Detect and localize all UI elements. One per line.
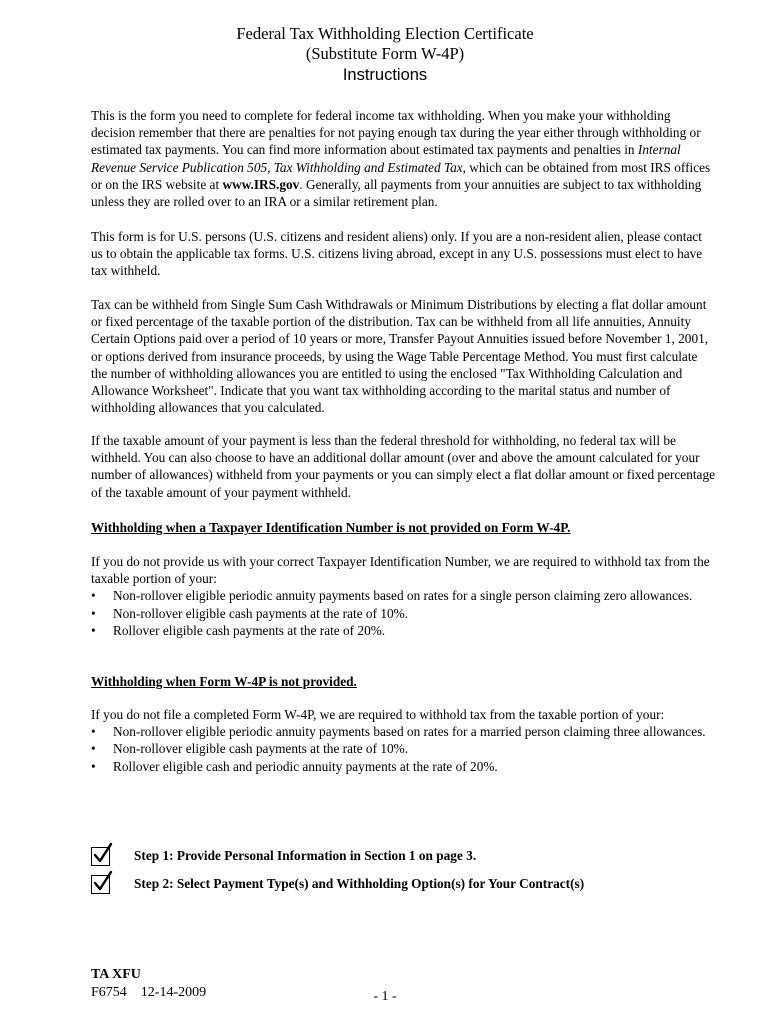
list-item — [91, 758, 716, 775]
irs-website-link[interactable]: www.IRS.gov — [222, 176, 300, 192]
no-form-heading: Withholding when Form W-4P is not provided. — [91, 674, 357, 689]
intro-text: , which can be obtained from most IRS offices or on the IRS website at — [91, 159, 711, 192]
bullet-icon: • — [91, 741, 96, 757]
no-tin-section — [91, 553, 716, 639]
bullet-icon: • — [91, 622, 96, 638]
no-tin-bullet-list — [91, 587, 716, 639]
list-item-text: Non-rollover eligible cash payments at the rate of 10%. — [113, 605, 409, 621]
step-1-label: Step 1: Provide Personal Information in Section 1 on page 3. — [134, 848, 477, 863]
intro-text: This is the form you need to complete for federal income tax withholding. When you make your withholding decision remember that there are penalties for not paying enough tax during the year either through withholding or estimated tax payments. You can find more information about estimated tax payments and penalties in — [91, 108, 701, 158]
step-2-checkbox[interactable] — [91, 875, 110, 894]
list-item — [91, 587, 716, 604]
bullet-icon: • — [91, 724, 96, 740]
no-form-bullet-list — [91, 723, 716, 775]
publication-reference: Internal Revenue Service Publication 505, Tax Withholding and Estimated Tax — [91, 142, 681, 175]
list-item — [91, 622, 716, 639]
step-2-label: Step 2: Select Payment Type(s) and Withholding Option(s) for Your Contract(s) — [134, 876, 585, 891]
list-item — [91, 740, 716, 757]
list-item-text: Rollover eligible cash payments at the rate of 20%. — [113, 622, 386, 638]
no-form-lead: If you do not file a completed Form W-4P, we are required to withhold tax from the taxable portion of your: — [91, 707, 665, 722]
list-item-text: Non-rollover eligible cash payments at the rate of 10%. — [113, 741, 409, 757]
list-item-text: Non-rollover eligible periodic annuity payments based on rates for a single person claiming zero allowances. — [113, 588, 693, 604]
page-number: - 1 - — [373, 989, 397, 1004]
no-form-section — [91, 706, 716, 775]
form-id-date: F6754 12-14-2009 — [91, 985, 207, 1000]
form-code: TA XFU — [91, 967, 141, 982]
checkmark-icon — [91, 870, 115, 894]
step-2-row — [91, 871, 584, 897]
checkmark-icon — [91, 842, 115, 866]
step-1-checkbox[interactable] — [91, 847, 110, 866]
intro-paragraph-2: This form is for U.S. persons (U.S. citizens and resident aliens) only. If you are a non-resident alien, please contact us to obtain the applicable tax forms. U.S. citizens living abroad, except in any U.S. possessions must elect to have tax withheld. — [91, 229, 703, 279]
bullet-icon: • — [91, 605, 96, 621]
document-title: Federal Tax Withholding Election Certificate — [236, 24, 534, 43]
intro-paragraph-4: If the taxable amount of your payment is less than the federal threshold for withholding, no federal tax will be withheld. You can also choose to have an additional dollar amount (over and above the amount calculated for your number of allowances) withheld from your payments or you can simply elect a flat dollar amount or fixed percentage of the taxable amount of your payment withheld. — [91, 433, 716, 500]
no-tin-lead: If you do not provide us with your correct Taxpayer Identification Number, we are required to withhold tax from the taxable portion of your: — [91, 554, 710, 587]
intro-text: . Generally, all payments from your annuities are subject to tax withholding unless they are rolled over to an IRA or a similar retirement plan. — [91, 176, 702, 210]
step-1-row — [91, 843, 476, 869]
header — [0, 24, 770, 86]
intro-paragraph-3: Tax can be withheld from Single Sum Cash Withdrawals or Minimum Distributions by electing a flat dollar amount or fixed percentage of the taxable portion of the distribution. Tax can be withheld from all life annuities, Annuity Certain Options paid over a period of 10 years or more, Transfer Payout Annuities issued before November 1, 2001, or options derived from insurance proceeds, by using the Wage Table Percentage Method. You must first calculate the number of withholding allowances you are entitled to using the enclosed "Tax Withholding Calculation and Allowance Worksheet". Indicate that you want tax withholding according to the marital status and number of withholding allowances that you calculated. — [91, 297, 709, 416]
bullet-icon: • — [91, 758, 96, 774]
bullet-icon: • — [91, 588, 96, 604]
intro-paragraph-1 — [91, 107, 716, 210]
section-heading: Instructions — [342, 66, 428, 84]
list-item — [91, 605, 716, 622]
list-item-text: Rollover eligible cash and periodic annuity payments at the rate of 20%. — [113, 758, 498, 774]
list-item-text: Non-rollover eligible periodic annuity payments based on rates for a married person claiming three allowances. — [113, 724, 706, 740]
list-item — [91, 723, 716, 740]
no-tin-heading: Withholding when a Taxpayer Identification Number is not provided on Form W-4P. — [91, 520, 571, 535]
document-subtitle: (Substitute Form W-4P) — [305, 44, 465, 63]
